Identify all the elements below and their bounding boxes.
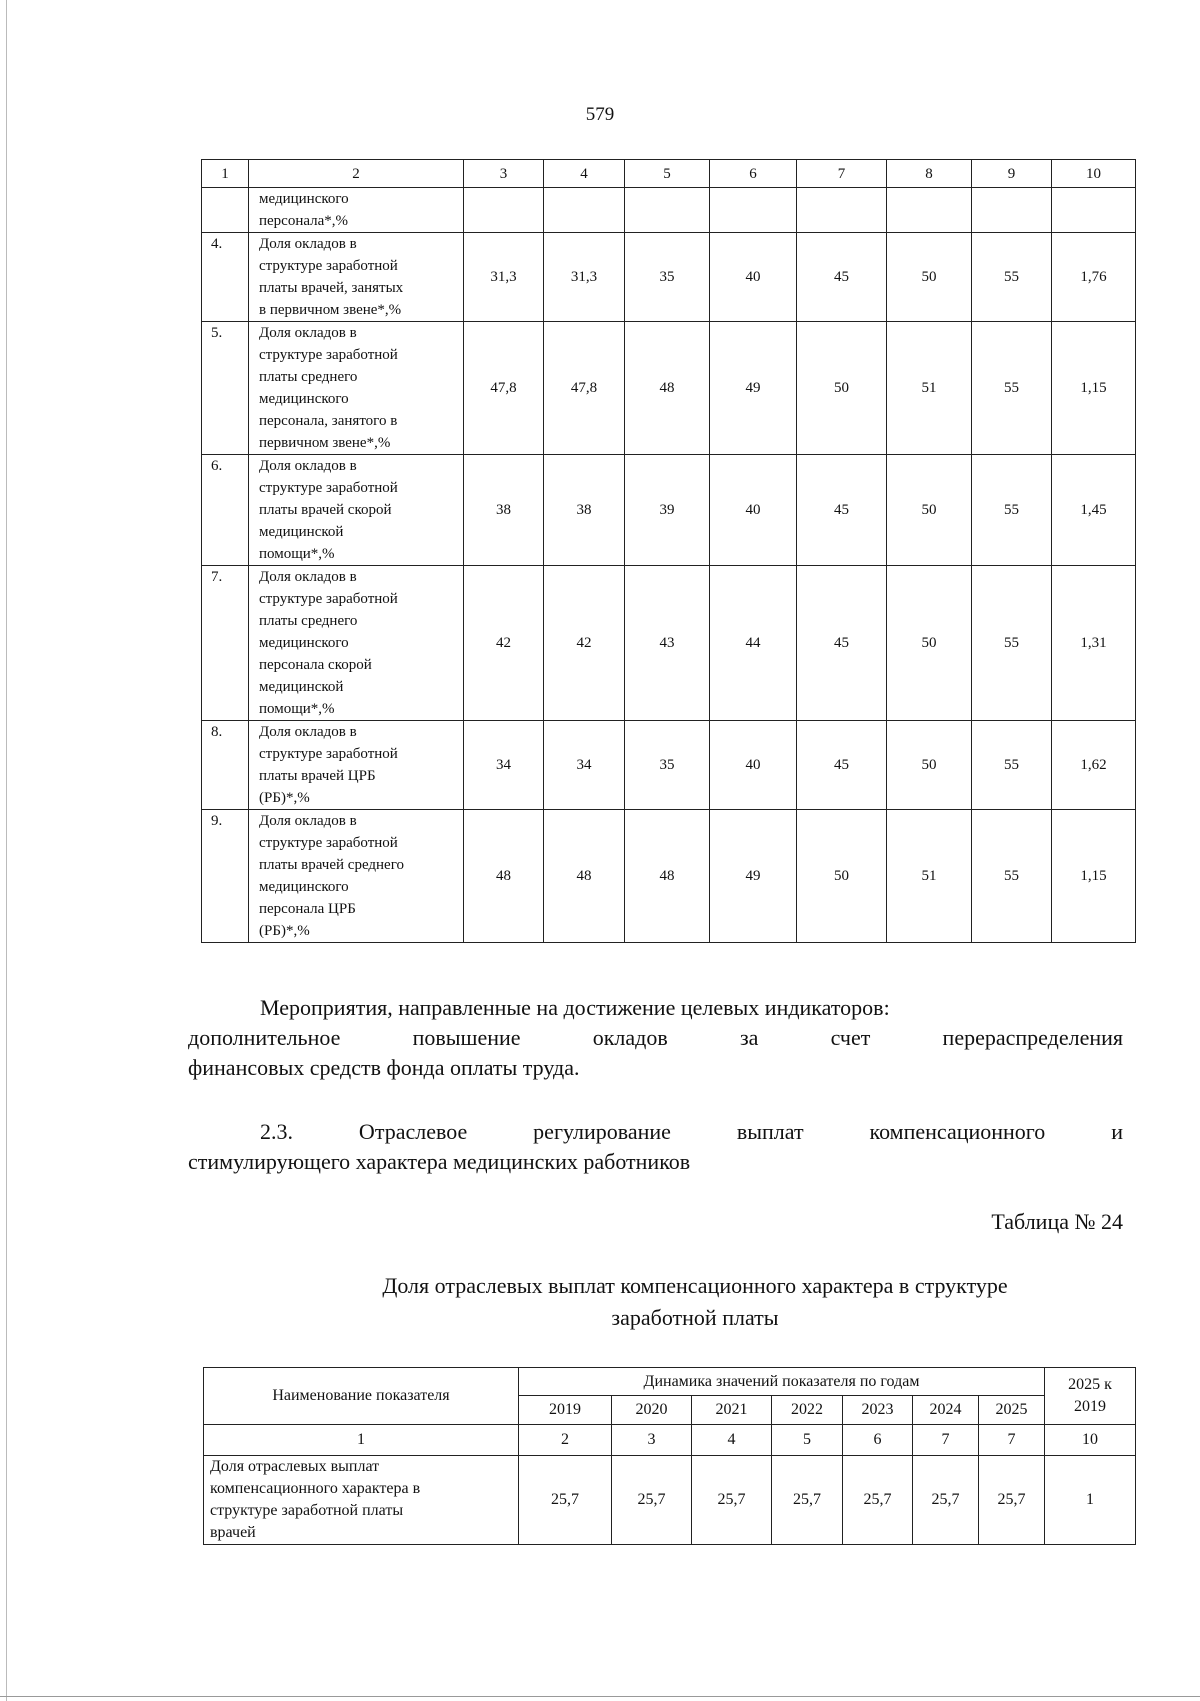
table-row (202, 721, 1136, 810)
value-cell: 42 (544, 566, 625, 721)
indicator-name-line: медицинского (259, 635, 349, 651)
value-cell: 34 (464, 721, 544, 810)
value-cell: 50 (887, 721, 972, 810)
value-cell: 50 (797, 810, 887, 943)
indicator-name-line: компенсационного характера в (210, 1480, 421, 1497)
indicator-name-line: платы врачей ЦРБ (259, 768, 376, 784)
table-number-label: Таблица № 24 (991, 1209, 1123, 1234)
value-cell: 47,8 (464, 322, 544, 455)
value-cell: 50 (887, 566, 972, 721)
table-title-line-2: заработной платы (611, 1305, 779, 1330)
ratio-cell: 1,62 (1052, 721, 1136, 810)
indicator-name-line: Доля окладов в (259, 325, 357, 341)
indicator-name-line: структуре заработной (259, 258, 398, 274)
indicator-name-line: структуре заработной платы (210, 1502, 404, 1519)
indicator-name-cell (249, 721, 464, 810)
header-cell: 8 (887, 160, 972, 188)
ratio-cell: 1,15 (1052, 322, 1136, 455)
ratio-cell: 1 (1045, 1456, 1136, 1545)
ratio-cell: 1,15 (1052, 810, 1136, 943)
column-number-cell: 10 (1045, 1425, 1136, 1456)
row-number-cell: 5. (202, 322, 249, 455)
value-cell: 55 (972, 233, 1052, 322)
table-title-line-1: Доля отраслевых выплат компенсационного характера в структуре (382, 1273, 1008, 1298)
indicator-name-line: медицинского (259, 879, 349, 895)
indicator-name-line: платы врачей, занятых (259, 280, 404, 296)
indicator-name-line: (РБ)*,% (259, 923, 310, 939)
indicator-name-line: в первичном звене*,% (259, 302, 402, 318)
dynamics-header: Динамика значений показателя по годам (519, 1368, 1045, 1396)
value-cell: 45 (797, 233, 887, 322)
indicator-name-line: структуре заработной (259, 746, 398, 762)
header-cell: 6 (710, 160, 797, 188)
header-cell: 2 (249, 160, 464, 188)
section-heading-line-2: стимулирующего характера медицинских работников (188, 1149, 691, 1174)
compensation-share-table (203, 1367, 1136, 1545)
indicator-name-line: помощи*,% (259, 546, 335, 562)
indicator-name-line: Доля окладов в (259, 458, 357, 474)
value-cell: 44 (710, 566, 797, 721)
header-cell: 9 (972, 160, 1052, 188)
value-cell: 25,7 (843, 1456, 913, 1545)
indicator-name-cell (249, 233, 464, 322)
ratio-header (1045, 1368, 1136, 1425)
value-cell: 51 (887, 322, 972, 455)
value-cell: 31,3 (544, 233, 625, 322)
column-number-cell: 6 (843, 1425, 913, 1456)
indicator-name-cell (249, 566, 464, 721)
year-cell: 2020 (612, 1396, 692, 1425)
header-cell: 7 (797, 160, 887, 188)
value-cell: 50 (797, 322, 887, 455)
indicator-name-cell (249, 810, 464, 943)
measures-line-1: дополнительное повышение окладов за счет перераспределения (188, 1025, 1123, 1050)
value-cell: 45 (797, 455, 887, 566)
year-cell: 2022 (772, 1396, 843, 1425)
year-cell: 2024 (913, 1396, 979, 1425)
table-row (202, 322, 1136, 455)
ratio-header-line-2: 2019 (1074, 1398, 1106, 1415)
row-number-cell (202, 188, 249, 233)
ratio-cell: 1,76 (1052, 233, 1136, 322)
indicator-name-line: платы врачей среднего (259, 857, 404, 873)
value-cell (887, 188, 972, 233)
year-cell: 2025 (979, 1396, 1045, 1425)
indicator-name-line: медицинской (259, 679, 344, 695)
value-cell: 25,7 (692, 1456, 772, 1545)
indicator-name-line: Доля окладов в (259, 813, 357, 829)
value-cell: 25,7 (913, 1456, 979, 1545)
value-cell: 55 (972, 721, 1052, 810)
value-cell: 55 (972, 455, 1052, 566)
value-cell: 31,3 (464, 233, 544, 322)
indicator-name-cell (249, 188, 464, 233)
indicator-name-line: помощи*,% (259, 701, 335, 717)
value-cell (625, 188, 710, 233)
value-cell: 45 (797, 721, 887, 810)
scan-bottom-edge (0, 1696, 1200, 1697)
column-number-cell: 7 (913, 1425, 979, 1456)
indicator-name-line: медицинского (259, 191, 349, 207)
indicator-name-line: персонала*,% (259, 213, 349, 229)
year-cell: 2023 (843, 1396, 913, 1425)
table-row (202, 810, 1136, 943)
row-number-cell: 9. (202, 810, 249, 943)
indicator-name-cell (249, 455, 464, 566)
header-cell: 10 (1052, 160, 1136, 188)
column-number-row (204, 1425, 1136, 1456)
value-cell (710, 188, 797, 233)
indicator-name-line: платы среднего (259, 613, 358, 629)
row-number-cell: 6. (202, 455, 249, 566)
value-cell (544, 188, 625, 233)
indicator-name-line: (РБ)*,% (259, 790, 310, 806)
value-cell: 49 (710, 810, 797, 943)
value-cell: 39 (625, 455, 710, 566)
value-cell: 49 (710, 322, 797, 455)
page-number: 579 (585, 104, 615, 125)
value-cell: 48 (625, 810, 710, 943)
compensation-table-body (204, 1368, 1136, 1545)
year-cell: 2021 (692, 1396, 772, 1425)
table-row (202, 188, 1136, 233)
indicator-name-line: Доля окладов в (259, 236, 357, 252)
ratio-cell: 1,31 (1052, 566, 1136, 721)
ratio-cell: 1,45 (1052, 455, 1136, 566)
indicator-name-line: персонала скорой (259, 657, 372, 673)
value-cell: 34 (544, 721, 625, 810)
indicator-name-line: персонала, занятого в (259, 413, 398, 429)
row-number-cell: 4. (202, 233, 249, 322)
value-cell: 45 (797, 566, 887, 721)
value-cell: 43 (625, 566, 710, 721)
value-cell: 40 (710, 233, 797, 322)
value-cell: 48 (544, 810, 625, 943)
indicator-name-line: структуре заработной (259, 347, 398, 363)
value-cell: 51 (887, 810, 972, 943)
value-cell: 35 (625, 233, 710, 322)
table-header-row (202, 160, 1136, 188)
value-cell: 38 (544, 455, 625, 566)
value-cell: 38 (464, 455, 544, 566)
value-cell: 40 (710, 455, 797, 566)
indicator-name-line: платы среднего (259, 369, 358, 385)
year-cell: 2019 (519, 1396, 612, 1425)
value-cell: 25,7 (979, 1456, 1045, 1545)
indicator-name-cell (249, 322, 464, 455)
indicator-name-line: врачей (210, 1524, 256, 1541)
value-cell: 35 (625, 721, 710, 810)
indicator-name-line: структуре заработной (259, 480, 398, 496)
indicators-table-continued (201, 159, 1136, 943)
header-cell: 4 (544, 160, 625, 188)
measures-heading-text: Мероприятия, направленные на достижение целевых индикаторов: (260, 995, 890, 1020)
measures-heading (188, 993, 1123, 1023)
indicator-name-line: платы врачей скорой (259, 502, 392, 518)
header-cell: 1 (202, 160, 249, 188)
section-heading-text: 2.3. Отраслевое регулирование выплат компенсационного и (260, 1119, 1123, 1144)
indicator-name-line: структуре заработной (259, 591, 398, 607)
value-cell: 25,7 (612, 1456, 692, 1545)
value-cell: 55 (972, 566, 1052, 721)
indicator-name-cell (204, 1456, 519, 1545)
table-row (202, 566, 1136, 721)
value-cell: 50 (887, 233, 972, 322)
column-number-cell: 1 (204, 1425, 519, 1456)
value-cell: 25,7 (772, 1456, 843, 1545)
section-heading-line-1 (188, 1117, 1123, 1147)
table-header-row (204, 1368, 1136, 1396)
scan-left-edge (6, 0, 7, 1701)
table-row (204, 1456, 1136, 1545)
value-cell: 50 (887, 455, 972, 566)
value-cell: 55 (972, 810, 1052, 943)
value-cell: 48 (464, 810, 544, 943)
row-number-cell: 7. (202, 566, 249, 721)
table-title (290, 1270, 1100, 1334)
value-cell (972, 188, 1052, 233)
table-row (202, 455, 1136, 566)
measures-line-2: финансовых средств фонда оплаты труда. (188, 1055, 580, 1080)
indicator-name-line: первичном звене*,% (259, 435, 391, 451)
value-cell: 42 (464, 566, 544, 721)
table-row (202, 233, 1136, 322)
value-cell (464, 188, 544, 233)
indicator-name-header: Наименование показателя (204, 1368, 519, 1425)
indicator-name-line: структуре заработной (259, 835, 398, 851)
indicators-table-body (202, 160, 1136, 943)
value-cell: 55 (972, 322, 1052, 455)
ratio-cell (1052, 188, 1136, 233)
indicator-name-line: Доля окладов в (259, 724, 357, 740)
column-number-cell: 5 (772, 1425, 843, 1456)
ratio-header-line-1: 2025 к (1068, 1376, 1112, 1393)
indicator-name-line: медицинского (259, 391, 349, 407)
value-cell: 47,8 (544, 322, 625, 455)
column-number-cell: 4 (692, 1425, 772, 1456)
indicator-name-line: Доля окладов в (259, 569, 357, 585)
indicator-name-line: Доля отраслевых выплат (210, 1458, 380, 1475)
column-number-cell: 2 (519, 1425, 612, 1456)
row-number-cell: 8. (202, 721, 249, 810)
value-cell: 48 (625, 322, 710, 455)
column-number-cell: 3 (612, 1425, 692, 1456)
value-cell (797, 188, 887, 233)
value-cell: 25,7 (519, 1456, 612, 1545)
value-cell: 40 (710, 721, 797, 810)
indicator-name-line: персонала ЦРБ (259, 901, 356, 917)
header-cell: 3 (464, 160, 544, 188)
header-cell: 5 (625, 160, 710, 188)
indicator-name-line: медицинской (259, 524, 344, 540)
column-number-cell: 7 (979, 1425, 1045, 1456)
